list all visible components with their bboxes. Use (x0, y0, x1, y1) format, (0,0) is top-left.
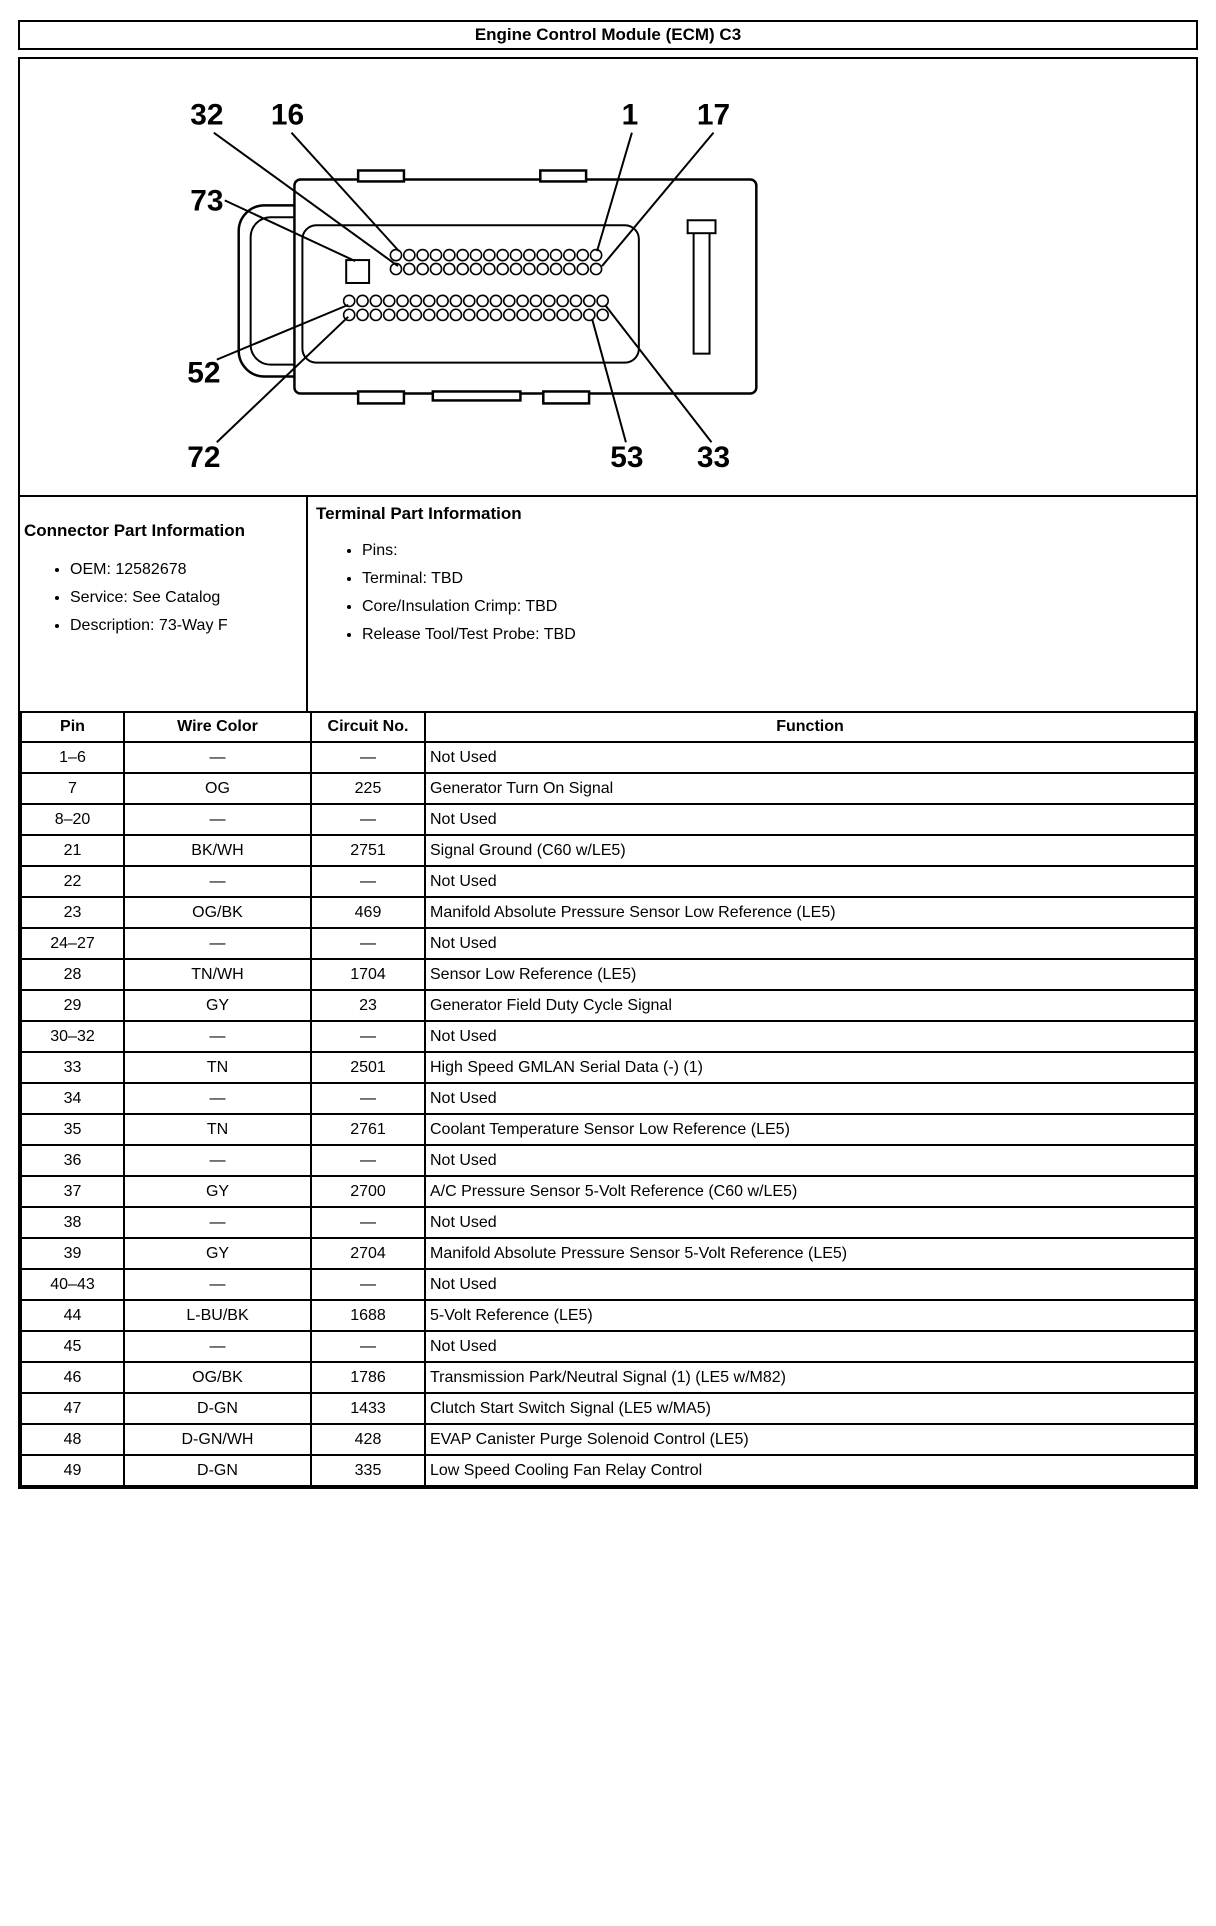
connector-info-list (24, 556, 302, 640)
function-cell: Not Used (425, 928, 1195, 959)
circuit-no-cell: 2704 (311, 1238, 425, 1269)
callout-1: 1 (621, 98, 639, 132)
pin-cell: 22 (21, 866, 124, 897)
table-row (21, 1145, 1195, 1176)
function-cell: Coolant Temperature Sensor Low Reference (LE5) (425, 1114, 1195, 1145)
pin-cell: 35 (21, 1114, 124, 1145)
function-cell: High Speed GMLAN Serial Data (-) (1) (425, 1052, 1195, 1083)
table-row (21, 959, 1195, 990)
wire-color-cell: — (124, 1269, 311, 1300)
function-cell: Clutch Start Switch Signal (LE5 w/MA5) (425, 1393, 1195, 1424)
wire-color-cell: — (124, 1145, 311, 1176)
circuit-no-cell: 225 (311, 773, 425, 804)
part-information-section (20, 497, 1196, 711)
callout-33: 33 (696, 441, 731, 475)
pin-73-square (346, 260, 369, 283)
wire-color-cell: — (124, 1083, 311, 1114)
pin-cell: 34 (21, 1083, 124, 1114)
pin-cell: 30–32 (21, 1021, 124, 1052)
function-cell: Not Used (425, 1269, 1195, 1300)
wire-color-cell: — (124, 1207, 311, 1238)
function-cell: Not Used (425, 1145, 1195, 1176)
circuit-no-cell: 1433 (311, 1393, 425, 1424)
function-cell: Not Used (425, 742, 1195, 773)
circuit-no-cell: — (311, 866, 425, 897)
table-row (21, 1300, 1195, 1331)
page-title: Engine Control Module (ECM) C3 (474, 25, 742, 44)
callout-72: 72 (187, 441, 221, 475)
circuit-no-cell: — (311, 742, 425, 773)
wire-color-cell: TN/WH (124, 959, 311, 990)
table-row (21, 1176, 1195, 1207)
circuit-no-cell: 2761 (311, 1114, 425, 1145)
circuit-no-cell: 1704 (311, 959, 425, 990)
terminal-info-list (316, 537, 1188, 649)
wire-color-cell: — (124, 742, 311, 773)
table-row (21, 1424, 1195, 1455)
pin-cell: 40–43 (21, 1269, 124, 1300)
connector-info-heading: Connector Part Information (24, 521, 246, 540)
function-cell: A/C Pressure Sensor 5-Volt Reference (C60 w/LE5) (425, 1176, 1195, 1207)
table-row (21, 1362, 1195, 1393)
wire-color-cell: GY (124, 990, 311, 1021)
pin-cell: 38 (21, 1207, 124, 1238)
info-item: • Service: See Catalog (70, 584, 302, 612)
pin-cell: 24–27 (21, 928, 124, 959)
table-row (21, 897, 1195, 928)
circuit-no-cell: 1786 (311, 1362, 425, 1393)
function-cell: Sensor Low Reference (LE5) (425, 959, 1195, 990)
pin-cell: 1–6 (21, 742, 124, 773)
circuit-no-cell: — (311, 928, 425, 959)
wire-color-cell: L-BU/BK (124, 1300, 311, 1331)
col-header-wire-color: Wire Color (124, 712, 311, 742)
pin-cell: 8–20 (21, 804, 124, 835)
pin-cell: 45 (21, 1331, 124, 1362)
function-cell: Generator Field Duty Cycle Signal (425, 990, 1195, 1021)
terminal-part-information (308, 497, 1196, 711)
info-item: • OEM: 12582678 (70, 556, 302, 584)
table-row (21, 1083, 1195, 1114)
info-item: • Core/Insulation Crimp: TBD (362, 593, 1188, 621)
function-cell: EVAP Canister Purge Solenoid Control (LE5) (425, 1424, 1195, 1455)
table-row (21, 1331, 1195, 1362)
function-cell: Not Used (425, 1021, 1195, 1052)
table-row (21, 1393, 1195, 1424)
wire-color-cell: — (124, 1021, 311, 1052)
circuit-no-cell: 335 (311, 1455, 425, 1486)
wire-color-cell: D-GN (124, 1455, 311, 1486)
info-item: • Description: 73-Way F (70, 612, 302, 640)
callout-73: 73 (190, 184, 224, 218)
callout-32: 32 (190, 98, 224, 132)
wire-color-cell: GY (124, 1238, 311, 1269)
circuit-no-cell: — (311, 1021, 425, 1052)
table-header-row (21, 712, 1195, 742)
wire-color-cell: OG/BK (124, 897, 311, 928)
col-header-pin: Pin (21, 712, 124, 742)
table-row (21, 1455, 1195, 1486)
terminal-info-heading: Terminal Part Information (316, 504, 522, 523)
function-cell: Manifold Absolute Pressure Sensor Low Reference (LE5) (425, 897, 1195, 928)
circuit-no-cell: — (311, 1145, 425, 1176)
function-cell: Not Used (425, 1207, 1195, 1238)
circuit-no-cell: 2700 (311, 1176, 425, 1207)
col-header-circuit-no: Circuit No. (311, 712, 425, 742)
table-row (21, 1021, 1195, 1052)
wire-color-cell: TN (124, 1052, 311, 1083)
callout-52: 52 (187, 356, 221, 390)
pin-cell: 21 (21, 835, 124, 866)
connector-diagram (20, 59, 1196, 497)
circuit-no-cell: 428 (311, 1424, 425, 1455)
function-cell: Transmission Park/Neutral Signal (1) (LE5 w/M82) (425, 1362, 1195, 1393)
info-item: • Terminal: TBD (362, 565, 1188, 593)
pin-cell: 49 (21, 1455, 124, 1486)
wire-color-cell: D-GN/WH (124, 1424, 311, 1455)
pin-cell: 37 (21, 1176, 124, 1207)
circuit-no-cell: 2751 (311, 835, 425, 866)
pin-cell: 36 (21, 1145, 124, 1176)
circuit-no-cell: 469 (311, 897, 425, 928)
circuit-no-cell: — (311, 1207, 425, 1238)
function-cell: Manifold Absolute Pressure Sensor 5-Volt Reference (LE5) (425, 1238, 1195, 1269)
table-row (21, 1269, 1195, 1300)
callout-53: 53 (610, 441, 644, 475)
wire-color-cell: GY (124, 1176, 311, 1207)
table-row (21, 990, 1195, 1021)
connector-part-information (20, 497, 308, 711)
table-row (21, 773, 1195, 804)
function-cell: Generator Turn On Signal (425, 773, 1195, 804)
circuit-no-cell: — (311, 1331, 425, 1362)
table-row (21, 928, 1195, 959)
pinout-table (20, 711, 1196, 1487)
col-header-function: Function (425, 712, 1195, 742)
pin-cell: 46 (21, 1362, 124, 1393)
circuit-no-cell: — (311, 1083, 425, 1114)
title-bar (18, 20, 1198, 50)
wire-color-cell: — (124, 804, 311, 835)
callout-16: 16 (270, 98, 305, 132)
circuit-no-cell: 23 (311, 990, 425, 1021)
content-box (18, 57, 1198, 1489)
wire-color-cell: — (124, 866, 311, 897)
pin-cell: 7 (21, 773, 124, 804)
circuit-no-cell: — (311, 804, 425, 835)
table-row (21, 1052, 1195, 1083)
pin-cell: 48 (21, 1424, 124, 1455)
table-row (21, 835, 1195, 866)
wire-color-cell: BK/WH (124, 835, 311, 866)
wire-color-cell: — (124, 928, 311, 959)
connector-body (239, 170, 757, 403)
wire-color-cell: OG (124, 773, 311, 804)
pin-cell: 23 (21, 897, 124, 928)
table-row (21, 1207, 1195, 1238)
function-cell: Not Used (425, 804, 1195, 835)
function-cell: 5-Volt Reference (LE5) (425, 1300, 1195, 1331)
table-row (21, 804, 1195, 835)
pin-cell: 28 (21, 959, 124, 990)
circuit-no-cell: 2501 (311, 1052, 425, 1083)
info-item: • Release Tool/Test Probe: TBD (362, 621, 1188, 649)
table-row (21, 1114, 1195, 1145)
function-cell: Signal Ground (C60 w/LE5) (425, 835, 1195, 866)
connector-diagram-svg (20, 59, 1196, 495)
function-cell: Not Used (425, 1083, 1195, 1114)
wire-color-cell: TN (124, 1114, 311, 1145)
wire-color-cell: OG/BK (124, 1362, 311, 1393)
wire-color-cell: — (124, 1331, 311, 1362)
function-cell: Low Speed Cooling Fan Relay Control (425, 1455, 1195, 1486)
circuit-no-cell: 1688 (311, 1300, 425, 1331)
table-row (21, 742, 1195, 773)
pin-cell: 47 (21, 1393, 124, 1424)
circuit-no-cell: — (311, 1269, 425, 1300)
info-item: • Pins: (362, 537, 1188, 565)
callout-17: 17 (696, 98, 731, 132)
pin-cell: 44 (21, 1300, 124, 1331)
function-cell: Not Used (425, 1331, 1195, 1362)
pinout-table-body (21, 742, 1195, 1486)
pin-cell: 39 (21, 1238, 124, 1269)
table-row (21, 1238, 1195, 1269)
wire-color-cell: D-GN (124, 1393, 311, 1424)
pin-cell: 29 (21, 990, 124, 1021)
pin-cell: 33 (21, 1052, 124, 1083)
table-row (21, 866, 1195, 897)
function-cell: Not Used (425, 866, 1195, 897)
